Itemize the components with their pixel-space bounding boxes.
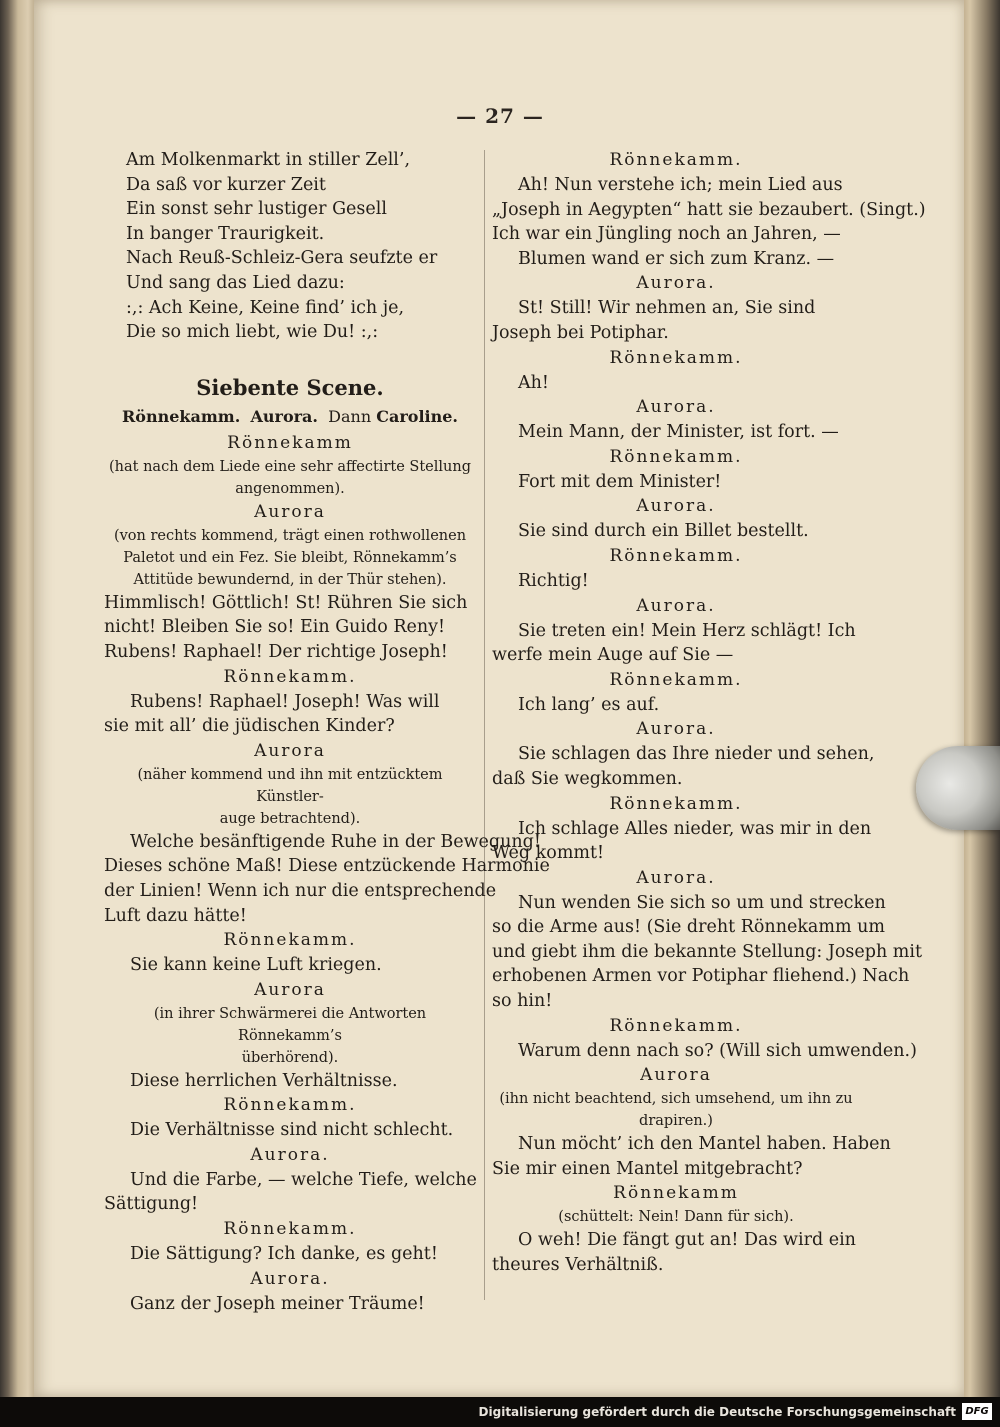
verse-line: Nach Reuß-Schleiz-Gera seufzte er <box>126 248 438 269</box>
stage-direction: überhörend). <box>241 1049 339 1066</box>
stage-direction: (in ihrer Schwärmerei die Antworten Rönnekamm’s <box>153 1005 427 1044</box>
dialogue-line: Diese herrlichen Verhältnisse. <box>130 1070 398 1091</box>
stage-direction: Attitüde bewundernd, in der Thür stehen). <box>133 571 447 588</box>
speaker-name: Rönnekamm. <box>223 666 357 687</box>
verse-line: Ein sonst sehr lustiger Gesell <box>126 199 387 220</box>
verse-line: Die so mich liebt, wie Du! :,: <box>126 322 379 343</box>
speaker-name: Rönnekamm. <box>223 1095 357 1116</box>
book-right-edge <box>960 0 1000 1427</box>
stage-direction: (von rechts kommend, trägt einen rothwollenen <box>113 527 467 544</box>
verse-line: :,: Ach Keine, Keine find’ ich je, <box>126 297 405 318</box>
speaker-name: Aurora. <box>636 595 716 616</box>
verse-line: Da saß vor kurzer Zeit <box>126 174 326 195</box>
dialogue-line: und giebt ihm die bekannte Stellung: Joseph mit <box>492 941 923 962</box>
dialogue-line: Dieses schöne Maß! Diese entzückende Harmonie <box>104 856 550 877</box>
dialogue-line: Himmlisch! Göttlich! St! Rühren Sie sich <box>104 592 468 613</box>
dialogue-line: sie mit all’ die jüdischen Kinder? <box>104 716 395 737</box>
dialogue-line: Sie kann keine Luft kriegen. <box>130 955 382 976</box>
speaker-name: Rönnekamm. <box>609 669 743 690</box>
dialogue-line: werfe mein Auge auf Sie — <box>492 645 734 666</box>
verse-line: Am Molkenmarkt in stiller Zell’, <box>126 150 411 170</box>
speaker-name: Aurora. <box>636 496 716 517</box>
speaker-name: Rönnekamm. <box>609 1015 743 1036</box>
verse-line: Und sang das Lied dazu: <box>126 272 345 293</box>
speaker-name: Aurora <box>254 979 326 1000</box>
speaker-name: Rönnekamm. <box>609 446 743 467</box>
speaker-name: Rönnekamm. <box>609 347 743 368</box>
dialogue-line: so die Arme aus! (Sie dreht Rönnekamm um <box>492 917 885 938</box>
speaker-name: Aurora. <box>636 397 716 418</box>
dialogue-line: so hin! <box>492 991 553 1012</box>
speaker-name: Aurora. <box>250 1268 330 1289</box>
funding-notice: Digitalisierung gefördert durch die Deutsche Forschungsgemeinschaft <box>478 1405 956 1419</box>
dialogue-line: Sie treten ein! Mein Herz schlägt! Ich <box>518 620 856 641</box>
stage-direction: (hat nach dem Liede eine sehr affectirte Stellung <box>109 458 471 475</box>
dialogue-line: Weg kommt! <box>492 843 605 864</box>
dialogue-line: daß Sie wegkommen. <box>492 768 683 789</box>
dialogue-line: Sättigung! <box>104 1194 199 1215</box>
dialogue-line: Die Sättigung? Ich danke, es geht! <box>130 1244 438 1265</box>
verse-line: In banger Traurigkeit. <box>126 223 325 244</box>
stage-direction: drapiren.) <box>639 1113 713 1130</box>
speaker-name: Rönnekamm. <box>223 1219 357 1240</box>
footer-bar <box>0 1397 1000 1427</box>
dialogue-line: Ich lang’ es auf. <box>518 694 660 715</box>
speaker-name: Aurora. <box>636 273 716 294</box>
dialogue-line: Mein Mann, der Minister, ist fort. — <box>518 422 839 443</box>
dialogue-line: erhobenen Armen vor Potiphar fliehend.) Nach <box>492 966 910 987</box>
dialogue-line: Fort mit dem Minister! <box>518 471 722 492</box>
cast-name: Caroline. <box>376 406 458 426</box>
stage-direction: auge betrachtend). <box>219 810 361 827</box>
speaker-name: Aurora <box>640 1065 712 1086</box>
dialogue-line: St! Still! Wir nehmen an, Sie sind <box>518 298 816 319</box>
speaker-name: Aurora <box>254 501 326 522</box>
stage-direction: (schüttelt: Nein! Dann für sich). <box>558 1209 794 1226</box>
right-column <box>492 148 926 1278</box>
verse <box>104 148 476 345</box>
cast-name: Rönnekamm. <box>122 406 241 426</box>
stage-direction: (näher kommend und ihn mit entzücktem Künstler- <box>137 766 443 805</box>
page-number: — 27 — <box>456 104 544 128</box>
scene-cast <box>104 403 476 431</box>
dialogue-line: Und die Farbe, — welche Tiefe, welche <box>130 1169 477 1190</box>
book-left-edge <box>0 0 36 1427</box>
dialogue-line: der Linien! Wenn ich nur die entsprechende <box>104 880 497 901</box>
dialogue-line: Sie mir einen Mantel mitgebracht? <box>492 1158 803 1179</box>
scene-title: Siebente Scene. <box>196 374 384 400</box>
dialogue-line: Ah! <box>518 372 549 393</box>
dialogue-line: Blumen wand er sich zum Kranz. — <box>518 248 835 269</box>
dialogue-line: Sie sind durch ein Billet bestellt. <box>518 521 809 542</box>
dialogue-line: Luft dazu hätte! <box>104 905 247 926</box>
dialogue-line: nicht! Bleiben Sie so! Ein Guido Reny! <box>104 617 446 638</box>
speaker-name: Rönnekamm. <box>223 930 357 951</box>
dialogue-line: Sie schlagen das Ihre nieder und sehen, <box>518 744 875 765</box>
dialogue-line: Ich war ein Jüngling noch an Jahren, — <box>492 224 841 245</box>
dialogue-line: Ganz der Joseph meiner Träume! <box>130 1293 425 1314</box>
speaker-name: Aurora. <box>636 867 716 888</box>
dialogue-line: Welche besänftigende Ruhe in der Bewegung! <box>130 831 541 852</box>
speaker-name: Rönnekamm <box>613 1183 739 1204</box>
speaker-name: Aurora <box>254 740 326 761</box>
page-clip-tab <box>916 746 1000 830</box>
dialogue-line: Nun wenden Sie sich so um und strecken <box>518 892 886 913</box>
speaker-name: Rönnekamm. <box>609 545 743 566</box>
dialogue-line: Rubens! Raphael! Der richtige Joseph! <box>104 641 448 662</box>
stage-direction: (ihn nicht beachtend, sich umsehend, um ihn zu <box>499 1091 853 1108</box>
cast-name: Aurora. <box>250 406 318 426</box>
stage-direction: angenommen). <box>235 480 345 497</box>
dialogue-line: „Joseph in Aegypten“ hatt sie bezaubert. (Singt.) <box>492 199 926 220</box>
dialogue-line: Warum denn nach so? (Will sich umwenden.) <box>518 1040 917 1061</box>
speaker-name: Rönnekamm. <box>609 793 743 814</box>
speaker-name: Aurora. <box>636 719 716 740</box>
dialogue-line: Ah! Nun verstehe ich; mein Lied aus <box>518 175 843 195</box>
dialogue-line: Ich schlage Alles nieder, was mir in den <box>518 818 872 839</box>
dfg-logo: DFG <box>962 1403 992 1420</box>
column-divider <box>484 150 485 1300</box>
stage-direction: Paletot und ein Fez. Sie bleibt, Rönnekamm’s <box>123 549 457 566</box>
speaker-name: Rönnekamm. <box>609 150 743 170</box>
speaker-name: Rönnekamm <box>227 432 353 453</box>
dialogue-line: O weh! Die fängt gut an! Das wird ein <box>518 1230 856 1251</box>
dialogue-line: Joseph bei Potiphar. <box>492 322 669 343</box>
cast-connector: Dann <box>328 406 372 426</box>
speaker-name: Aurora. <box>250 1144 330 1165</box>
dialogue-line: theures Verhältniß. <box>492 1255 664 1276</box>
dialogue-line: Nun möcht’ ich den Mantel haben. Haben <box>518 1134 891 1155</box>
dialogue-line: Die Verhältnisse sind nicht schlecht. <box>130 1120 454 1141</box>
dialogue-line: Richtig! <box>518 570 589 591</box>
dialogue-line: Rubens! Raphael! Joseph! Was will <box>130 691 440 712</box>
